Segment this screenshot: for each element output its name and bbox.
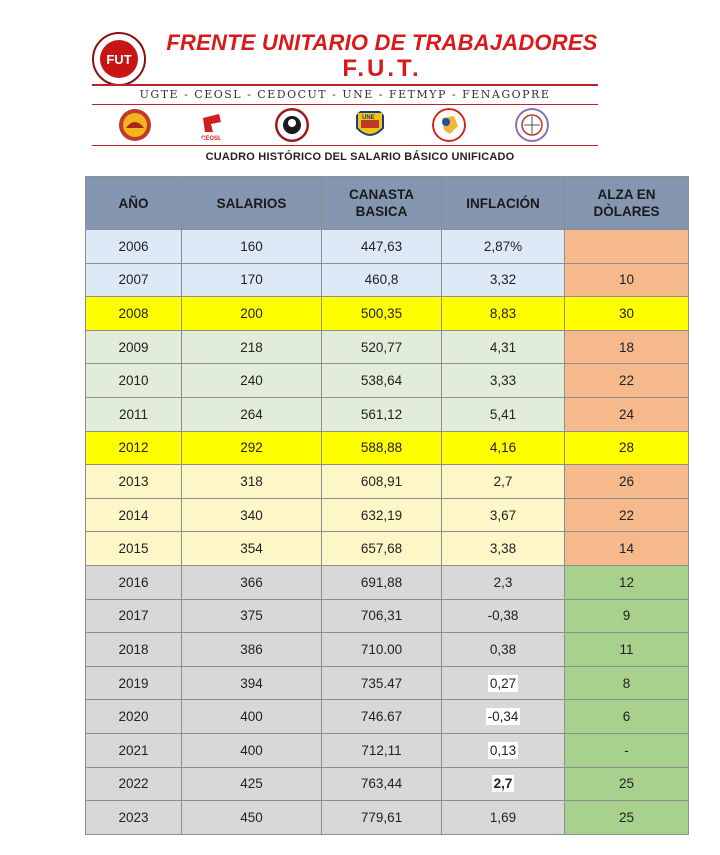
column-header-alza: ALZA EN DÒLARES (565, 177, 689, 230)
table-header-row (86, 177, 689, 230)
cell-inflation: 3,32 (442, 263, 565, 297)
cell-year: 2014 (86, 498, 182, 532)
cell-year: 2017 (86, 599, 182, 633)
cell-canasta: 447,63 (322, 230, 442, 264)
org-title: FRENTE UNITARIO DE TRABAJADORES (166, 30, 598, 55)
cell-alza: 25 (565, 801, 689, 835)
cell-salary: 170 (182, 263, 322, 297)
cell-canasta: 588,88 (322, 431, 442, 465)
cell-canasta: 746.67 (322, 700, 442, 734)
cell-canasta: 706,31 (322, 599, 442, 633)
cell-salary: 218 (182, 330, 322, 364)
table-row (86, 767, 689, 801)
salary-history-table (85, 176, 689, 835)
table-row (86, 532, 689, 566)
cell-canasta: 520,77 (322, 330, 442, 364)
document-header (0, 0, 720, 175)
table-row (86, 364, 689, 398)
cell-year: 2022 (86, 767, 182, 801)
ugte-logo (118, 108, 152, 142)
cell-alza: 14 (565, 532, 689, 566)
cell-alza (565, 230, 689, 264)
org-abbreviation: F.U.T. (342, 55, 422, 82)
cell-year: 2011 (86, 397, 182, 431)
table-row (86, 498, 689, 532)
header-divider-top (92, 84, 598, 86)
cell-alza: - (565, 733, 689, 767)
table-row (86, 230, 689, 264)
une-logo (353, 108, 387, 142)
cell-inflation: 4,31 (442, 330, 565, 364)
column-header-year: AÑO (86, 177, 182, 230)
table-row (86, 431, 689, 465)
header-divider-middle (92, 104, 598, 105)
cell-alza: 30 (565, 297, 689, 331)
cell-alza: 11 (565, 633, 689, 667)
table-row (86, 465, 689, 499)
cell-salary: 366 (182, 565, 322, 599)
inflation-value: 2,7 (493, 776, 513, 792)
cell-year: 2012 (86, 431, 182, 465)
cell-inflation: 2,7 (442, 465, 565, 499)
cell-salary: 425 (182, 767, 322, 801)
cell-salary: 354 (182, 532, 322, 566)
cell-salary: 160 (182, 230, 322, 264)
cell-canasta: 657,68 (322, 532, 442, 566)
member-logos (110, 106, 570, 146)
fut-logo (92, 32, 146, 86)
cell-inflation: 3,33 (442, 364, 565, 398)
cell-salary: 386 (182, 633, 322, 667)
cell-year: 2009 (86, 330, 182, 364)
cell-canasta: 735.47 (322, 666, 442, 700)
fetmyp-logo (432, 108, 466, 142)
cell-salary: 340 (182, 498, 322, 532)
table-row (86, 397, 689, 431)
cell-canasta: 763,44 (322, 767, 442, 801)
cell-canasta: 710.00 (322, 633, 442, 667)
cell-salary: 394 (182, 666, 322, 700)
cell-inflation (442, 733, 565, 767)
table-row (86, 633, 689, 667)
cell-inflation (442, 666, 565, 700)
cell-alza: 12 (565, 565, 689, 599)
cell-year: 2015 (86, 532, 182, 566)
fut-logo-text: FUT (100, 40, 138, 78)
cell-alza: 26 (565, 465, 689, 499)
cell-canasta: 460,8 (322, 263, 442, 297)
cell-inflation: 5,41 (442, 397, 565, 431)
cell-salary: 375 (182, 599, 322, 633)
table-row (86, 700, 689, 734)
fenagopre-logo (515, 108, 549, 142)
cell-year: 2008 (86, 297, 182, 331)
cell-year: 2013 (86, 465, 182, 499)
header-divider-bottom (92, 145, 598, 146)
cell-year: 2007 (86, 263, 182, 297)
ceosl-logo-text: CEOSL (201, 136, 222, 142)
cell-canasta: 500,35 (322, 297, 442, 331)
member-unions-list: UGTE - CEOSL - CEDOCUT - UNE - FETMYP - FENAGOPRE (139, 88, 551, 101)
cell-year: 2018 (86, 633, 182, 667)
table-row (86, 733, 689, 767)
une-logo-text: UNE (362, 115, 375, 121)
table-row (86, 565, 689, 599)
cell-inflation: 0,38 (442, 633, 565, 667)
table-title: CUADRO HISTÓRICO DEL SALARIO BÁSICO UNIFICADO (205, 151, 515, 163)
cell-inflation (442, 767, 565, 801)
column-header-salaries: SALARIOS (182, 177, 322, 230)
cell-alza: 24 (565, 397, 689, 431)
cell-alza: 9 (565, 599, 689, 633)
cell-year: 2021 (86, 733, 182, 767)
column-header-canasta: CANASTA BASICA (322, 177, 442, 230)
cell-inflation: -0,38 (442, 599, 565, 633)
cell-salary: 264 (182, 397, 322, 431)
inflation-value: 0,13 (489, 742, 517, 758)
inflation-value: -0,34 (487, 709, 519, 725)
cell-alza: 28 (565, 431, 689, 465)
table-row (86, 666, 689, 700)
table-row (86, 599, 689, 633)
cell-canasta: 691,88 (322, 565, 442, 599)
cell-inflation: 3,38 (442, 532, 565, 566)
cedocut-logo (275, 108, 309, 142)
cell-inflation: 2,3 (442, 565, 565, 599)
cell-salary: 400 (182, 733, 322, 767)
cell-canasta: 712,11 (322, 733, 442, 767)
cell-inflation: 3,67 (442, 498, 565, 532)
table-row (86, 801, 689, 835)
cell-year: 2023 (86, 801, 182, 835)
cell-canasta: 779,61 (322, 801, 442, 835)
cell-canasta: 632,19 (322, 498, 442, 532)
cell-salary: 400 (182, 700, 322, 734)
cell-salary: 240 (182, 364, 322, 398)
table-row (86, 263, 689, 297)
cell-alza: 10 (565, 263, 689, 297)
cell-inflation (442, 700, 565, 734)
cell-year: 2019 (86, 666, 182, 700)
cell-salary: 450 (182, 801, 322, 835)
column-header-inflation: INFLACIÓN (442, 177, 565, 230)
inflation-value: 0,27 (489, 675, 517, 691)
cell-year: 2006 (86, 230, 182, 264)
table-row (86, 297, 689, 331)
table-row (86, 330, 689, 364)
cell-canasta: 538,64 (322, 364, 442, 398)
cell-year: 2016 (86, 565, 182, 599)
cell-alza: 22 (565, 498, 689, 532)
cell-salary: 292 (182, 431, 322, 465)
cell-alza: 8 (565, 666, 689, 700)
cell-salary: 200 (182, 297, 322, 331)
cell-inflation: 2,87% (442, 230, 565, 264)
cell-alza: 18 (565, 330, 689, 364)
cell-canasta: 608,91 (322, 465, 442, 499)
cell-inflation: 1,69 (442, 801, 565, 835)
cell-inflation: 4,16 (442, 431, 565, 465)
cell-inflation: 8,83 (442, 297, 565, 331)
cell-alza: 25 (565, 767, 689, 801)
ceosl-logo (195, 108, 229, 142)
cell-alza: 6 (565, 700, 689, 734)
cell-year: 2020 (86, 700, 182, 734)
cell-year: 2010 (86, 364, 182, 398)
cell-salary: 318 (182, 465, 322, 499)
cell-alza: 22 (565, 364, 689, 398)
cell-canasta: 561,12 (322, 397, 442, 431)
